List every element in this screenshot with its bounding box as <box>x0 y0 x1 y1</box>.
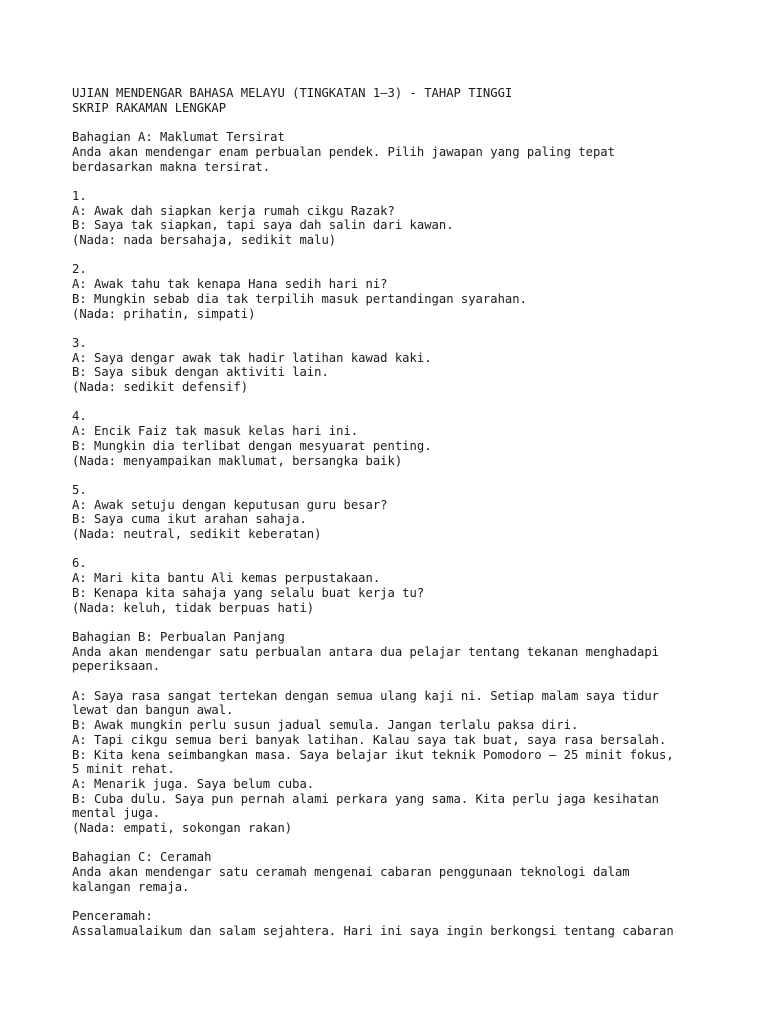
dialogue-line: 5 minit rehat. <box>72 762 175 777</box>
speaker-a-line: A: Awak dah siapkan kerja rumah cikgu Razak? <box>72 203 395 218</box>
item-number: 3. <box>72 335 87 350</box>
section-instruction: Anda akan mendengar satu perbualan antara dua pelajar tentang tekanan menghadapi <box>72 644 659 659</box>
section-heading: Bahagian A: Maklumat Tersirat <box>72 130 285 145</box>
dialogue-line: A: Menarik juga. Saya belum cuba. <box>72 776 315 791</box>
section-instruction: Anda akan mendengar enam perbualan pendek. Pilih jawapan yang paling tepat <box>72 144 615 159</box>
section-instruction: kalangan remaja. <box>72 879 190 894</box>
speech-line: Assalamualaikum dan salam sejahtera. Hari ini saya ingin berkongsi tentang cabaran <box>72 923 674 938</box>
section-b-intro <box>72 630 732 674</box>
dialogue-line: A: Saya rasa sangat tertekan dengan semua ulang kaji ni. Setiap malam saya tidur <box>72 688 659 703</box>
tone-note: (Nada: empati, sokongan rakan) <box>72 821 293 836</box>
item-number: 6. <box>72 556 87 571</box>
long-dialogue <box>72 689 732 836</box>
dialogue-line: B: Awak mungkin perlu susun jadual semula. Jangan terlalu paksa diri. <box>72 718 579 733</box>
section-heading: Bahagian B: Perbualan Panjang <box>72 629 285 644</box>
speaker-b-line: B: Saya tak siapkan, tapi saya dah salin dari kawan. <box>72 218 454 233</box>
dialogue-line: lewat dan bangun awal. <box>72 703 234 718</box>
dialogue-item <box>72 262 732 321</box>
speaker-a-line: A: Mari kita bantu Ali kemas perpustakaan. <box>72 571 381 586</box>
speaker-b-line: B: Mungkin dia terlibat dengan mesyuarat penting. <box>72 438 432 453</box>
speaker-label: Penceramah: <box>72 909 153 924</box>
document-page <box>72 86 732 953</box>
speaker-b-line: B: Mungkin sebab dia tak terpilih masuk pertandingan syarahan. <box>72 291 527 306</box>
dialogue-item <box>72 483 732 542</box>
section-c-intro <box>72 850 732 894</box>
speaker-a-line: A: Awak tahu tak kenapa Hana sedih hari ni? <box>72 277 388 292</box>
tone-note: (Nada: menyampaikan maklumat, bersangka baik) <box>72 453 403 468</box>
document-title: UJIAN MENDENGAR BAHASA MELAYU (TINGKATAN 1–3) - TAHAP TINGGI <box>72 86 513 100</box>
tone-note: (Nada: nada bersahaja, sedikit malu) <box>72 233 337 247</box>
speaker-b-line: B: Saya sibuk dengan aktiviti lain. <box>72 365 329 380</box>
item-number: 5. <box>72 482 87 497</box>
section-heading: Bahagian C: Ceramah <box>72 850 212 865</box>
speaker-a-line: A: Saya dengar awak tak hadir latihan kawad kaki. <box>72 350 432 365</box>
document-subtitle: SKRIP RAKAMAN LENGKAP <box>72 100 227 115</box>
item-number: 1. <box>72 188 87 203</box>
tone-note: (Nada: keluh, tidak berpuas hati) <box>72 600 315 615</box>
tone-note: (Nada: prihatin, simpati) <box>72 306 256 321</box>
speaker-b-line: B: Kenapa kita sahaja yang selalu buat kerja tu? <box>72 585 425 600</box>
tone-note: (Nada: sedikit defensif) <box>72 380 249 394</box>
section-instruction: berdasarkan makna tersirat. <box>72 159 271 174</box>
item-number: 2. <box>72 262 87 277</box>
item-number: 4. <box>72 409 87 424</box>
speech-block <box>72 909 732 938</box>
speaker-b-line: B: Saya cuma ikut arahan sahaja. <box>72 512 307 527</box>
section-a-intro <box>72 130 732 174</box>
dialogue-item <box>72 409 732 468</box>
document-header <box>72 86 732 115</box>
speaker-a-line: A: Encik Faiz tak masuk kelas hari ini. <box>72 424 359 439</box>
dialogue-item <box>72 189 732 248</box>
dialogue-item <box>72 336 732 395</box>
section-instruction: Anda akan mendengar satu ceramah mengenai cabaran penggunaan teknologi dalam <box>72 865 630 880</box>
dialogue-line: B: Kita kena seimbangkan masa. Saya belajar ikut teknik Pomodoro – 25 minit fokus, <box>72 747 674 762</box>
dialogue-line: A: Tapi cikgu semua beri banyak latihan. Kalau saya tak buat, saya rasa bersalah. <box>72 732 667 747</box>
section-instruction: peperiksaan. <box>72 659 161 674</box>
speaker-a-line: A: Awak setuju dengan keputusan guru besar? <box>72 497 388 512</box>
tone-note: (Nada: neutral, sedikit keberatan) <box>72 527 322 541</box>
dialogue-line: B: Cuba dulu. Saya pun pernah alami perkara yang sama. Kita perlu jaga kesihatan <box>72 791 659 806</box>
dialogue-item <box>72 556 732 615</box>
dialogue-line: mental juga. <box>72 806 161 821</box>
